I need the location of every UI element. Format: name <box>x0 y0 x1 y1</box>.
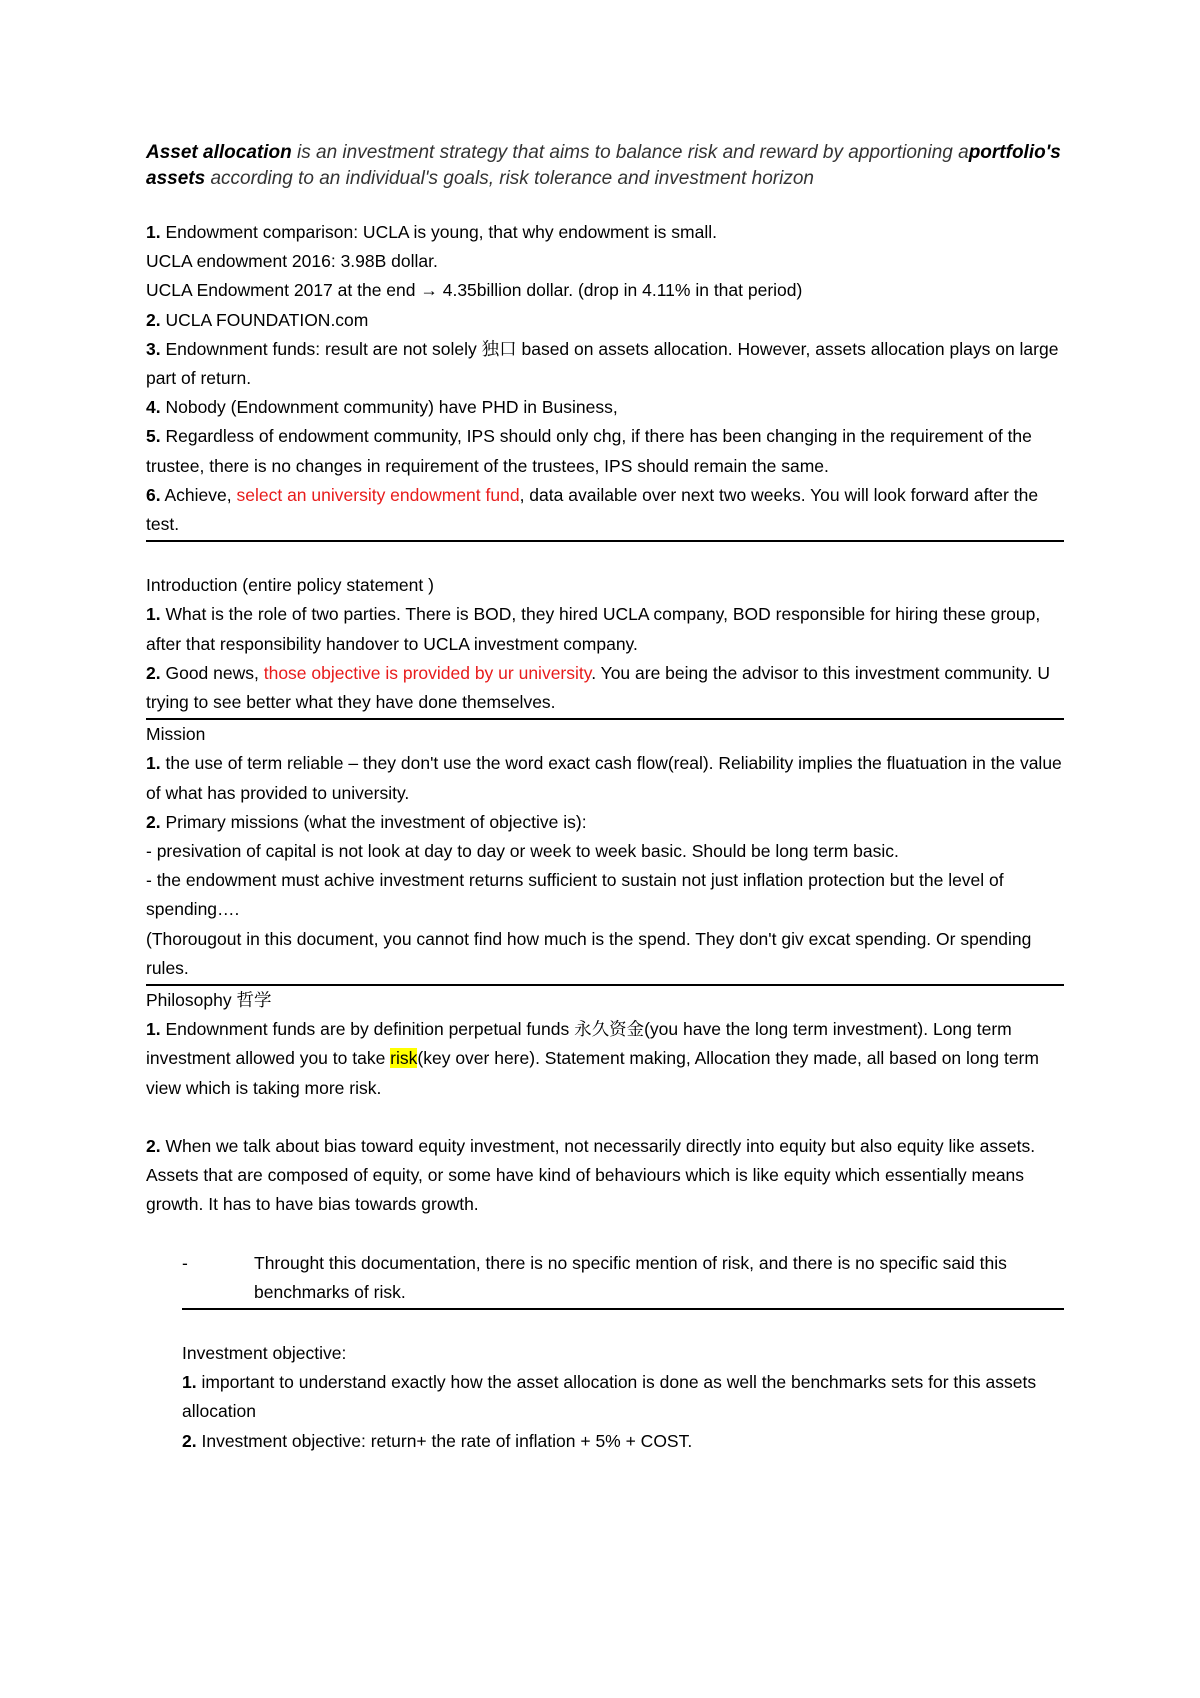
philosophy-heading: Philosophy 哲学 <box>146 990 272 1011</box>
note-2 <box>146 306 1064 335</box>
introduction-item-2-text-b: . You are being the advisor to this investment community. U trying to see better what they have done themselves. <box>146 662 1051 713</box>
intro-paragraph <box>146 140 1064 192</box>
note-1-text: Endowment comparison: UCLA is young, that why endowment is small. <box>160 222 717 242</box>
note-3-text: Endownment funds: result are not solely 独口 based on assets allocation. However, assets allocation plays on large part of return. <box>146 338 1059 389</box>
note-1-line-3a: UCLA Endowment 2017 at the end <box>146 280 421 301</box>
dash-item-text: Throught this documentation, there is no specific mention of risk, and there is no specific said this benchmarks of risk. <box>254 1252 1007 1302</box>
philosophy-item-2-text: When we talk about bias toward equity investment, not necessarily directly into equity but also equity like assets. Assets that are composed of equity, or some have kind of behaviours which is like equity which essentially means growth. It has to have bias towards growth. <box>146 1135 1036 1215</box>
intro-text-2: according to an individual's goals, risk tolerance and investment horizon <box>205 168 814 189</box>
document-page <box>146 140 1064 1456</box>
note-1 <box>146 218 1064 247</box>
mission-heading: Mission <box>146 724 206 745</box>
note-1-number: 1. <box>146 222 161 242</box>
objective-item-1 <box>182 1368 1064 1426</box>
introduction-item-1-number: 1. <box>146 604 161 625</box>
note-4 <box>146 393 1064 422</box>
introduction-item-2 <box>146 659 1064 717</box>
investment-objective-heading: Investment objective: <box>182 1342 347 1363</box>
introduction-item-2-number: 2. <box>146 662 161 683</box>
introduction-item-2-red-text: those objective is provided by ur university <box>263 662 592 683</box>
mission-item-1-number: 1. <box>146 753 161 774</box>
philosophy-item-1-text-b: (key over here). Statement making, Allocation they made, all based on long term view which is taking more risk. <box>146 1048 1039 1098</box>
note-1-line-3b: 4.35billion dollar. (drop in 4.11% in that period) <box>437 280 803 301</box>
investment-objective-section <box>146 1339 1064 1456</box>
introduction-item-1-text: What is the role of two parties. There is BOD, they hired UCLA company, BOD responsible for hiring these group, after that responsibility handover to UCLA investment company. <box>146 604 1041 654</box>
mission-item-1-text: the use of term reliable – they don't use the word exact cash flow(real). Reliability implies the fluatuation in the value of what has provided to university. <box>146 753 1062 803</box>
objective-item-1-text: important to understand exactly how the asset allocation is done as well the benchmarks sets for this assets allocation <box>182 1372 1037 1422</box>
note-6 <box>146 481 1064 539</box>
spacer <box>146 542 1064 571</box>
philosophy-item-2-number: 2. <box>146 1135 161 1156</box>
introduction-item-1 <box>146 600 1064 658</box>
note-6-text-a: Achieve, <box>160 484 237 505</box>
philosophy-item-2 <box>146 1132 1064 1220</box>
spacer <box>146 1310 1064 1339</box>
spacer <box>146 1103 1064 1132</box>
objective-item-2 <box>182 1427 1064 1456</box>
note-1-line-2: UCLA endowment 2016: 3.98B dollar. <box>146 251 438 272</box>
mission-item-2-number: 2. <box>146 811 161 832</box>
mission-subitem-2: - the endowment must achive investment returns sufficient to sustain not just inflation protection but the level of spending…. <box>146 870 1004 920</box>
dash-list-item <box>146 1249 1064 1307</box>
note-3 <box>146 335 1064 393</box>
note-5 <box>146 422 1064 480</box>
note-5-text: Regardless of endowment community, IPS should only chg, if there has been changing in the requirement of the trustee, there is no changes in requirement of the trustees, IPS should remain the same. <box>146 426 1032 476</box>
note-2-number: 2. <box>146 309 161 330</box>
mission-note: (Thorougout in this document, you cannot find how much is the spend. They don't giv excat spending. Or spending rules. <box>146 928 1032 978</box>
note-6-red-text: select an university endowment fund <box>236 484 520 505</box>
philosophy-item-1-number: 1. <box>146 1019 161 1040</box>
philosophy-item-1 <box>146 1015 1064 1103</box>
note-4-text: Nobody (Endownment community) have PHD in Business, <box>160 397 618 418</box>
mission-item-2 <box>146 808 1064 837</box>
intro-bold-portfolio-assets: portfolio's assets <box>146 142 1061 189</box>
note-6-text-b: , data available over next two weeks. You will look forward after the test. <box>146 484 1039 535</box>
objective-item-1-number: 1. <box>182 1372 197 1393</box>
objective-item-2-text: Investment objective: return+ the rate of inflation + 5% + COST. <box>196 1430 693 1451</box>
highlighted-word: risk <box>390 1048 418 1069</box>
note-5-number: 5. <box>146 426 161 447</box>
note-1-line-3 <box>146 276 1064 305</box>
note-2-text: UCLA FOUNDATION.com <box>160 309 369 330</box>
mission-item-1 <box>146 749 1064 807</box>
note-4-number: 4. <box>146 397 161 418</box>
intro-bold-asset-allocation: Asset allocation <box>146 142 292 163</box>
note-6-number: 6. <box>146 484 161 505</box>
intro-text-1: is an investment strategy that aims to balance risk and reward by apportioning a <box>291 142 969 163</box>
introduction-heading: Introduction (entire policy statement ) <box>146 575 434 596</box>
philosophy-item-1-text-a: Endownment funds are by definition perpetual funds 永久资金(you have the long term investment). Long term investment allowed you to take <box>146 1019 1012 1069</box>
introduction-item-2-text-a: Good news, <box>160 662 264 683</box>
spacer <box>146 1220 1064 1249</box>
mission-subitem-1: - presivation of capital is not look at day to day or week to week basic. Should be long term basic. <box>146 841 899 862</box>
note-3-number: 3. <box>146 338 161 359</box>
objective-item-2-number: 2. <box>182 1430 197 1451</box>
dash-marker: - <box>182 1252 188 1273</box>
mission-item-2-text: Primary missions (what the investment of objective is): <box>160 811 587 832</box>
right-arrow-icon: → <box>420 280 438 301</box>
